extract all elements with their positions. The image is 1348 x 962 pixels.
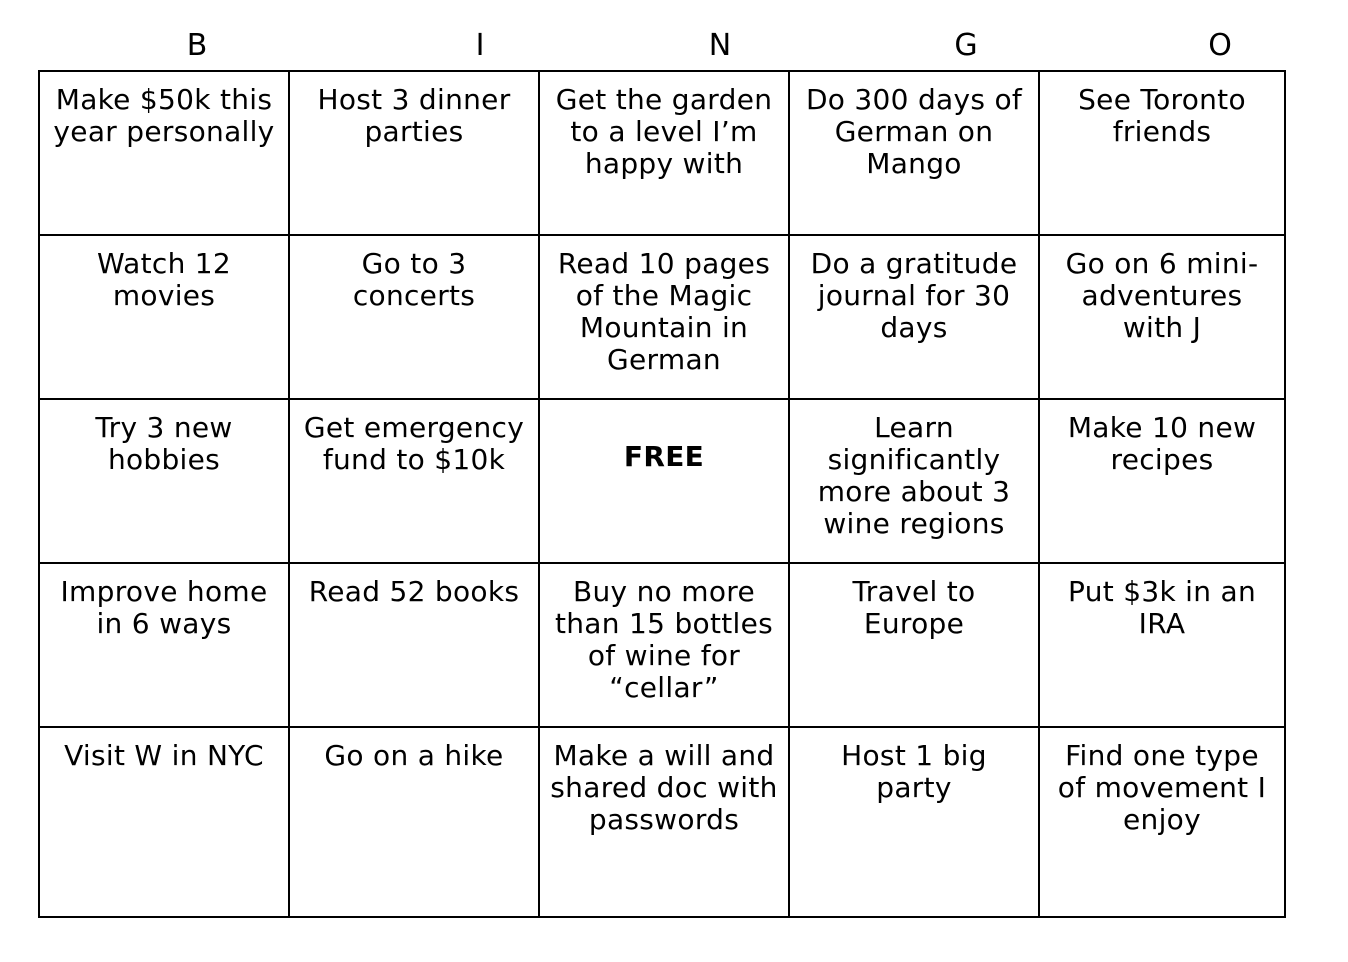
- bingo-cell: Watch 12 movies: [39, 235, 289, 399]
- bingo-cell: Travel to Europe: [789, 563, 1039, 727]
- header-letter-i: I: [475, 28, 485, 63]
- bingo-cell: Put $3k in an IRA: [1039, 563, 1285, 727]
- bingo-grid: [38, 70, 1286, 918]
- header-letter-b: B: [186, 28, 208, 63]
- bingo-cell: Go on 6 mini-adventures with J: [1039, 235, 1285, 399]
- header-letter-n: N: [708, 28, 732, 63]
- bingo-cell: Make 10 new recipes: [1039, 399, 1285, 563]
- bingo-cell: Read 10 pages of the Magic Mountain in German: [539, 235, 789, 399]
- bingo-row: [39, 399, 1285, 563]
- bingo-cell: Do a gratitude journal for 30 days: [789, 235, 1039, 399]
- bingo-cell: Buy no more than 15 bottles of wine for “cellar”: [539, 563, 789, 727]
- header-letter-g: G: [954, 28, 978, 63]
- bingo-cell: Host 3 dinner parties: [289, 71, 539, 235]
- bingo-cell: Find one type of movement I enjoy: [1039, 727, 1285, 917]
- bingo-row: [39, 71, 1285, 235]
- free-space-label: FREE: [623, 440, 705, 473]
- bingo-cell: Get the garden to a level I’m happy with: [539, 71, 789, 235]
- bingo-cell: Make a will and shared doc with passwords: [539, 727, 789, 917]
- bingo-cell: Improve home in 6 ways: [39, 563, 289, 727]
- bingo-cell: Learn significantly more about 3 wine regions: [789, 399, 1039, 563]
- bingo-cell: Host 1 big party: [789, 727, 1039, 917]
- bingo-cell: Go to 3 concerts: [289, 235, 539, 399]
- bingo-cell: Get emergency fund to $10k: [289, 399, 539, 563]
- bingo-cell: Try 3 new hobbies: [39, 399, 289, 563]
- bingo-cell: Read 52 books: [289, 563, 539, 727]
- free-space-cell: [539, 399, 789, 563]
- bingo-cell: Go on a hike: [289, 727, 539, 917]
- bingo-header: [0, 26, 1348, 66]
- bingo-row: [39, 563, 1285, 727]
- bingo-cell: Do 300 days of German on Mango: [789, 71, 1039, 235]
- bingo-cell: Make $50k this year personally: [39, 71, 289, 235]
- bingo-row: [39, 235, 1285, 399]
- header-letter-o: O: [1208, 28, 1232, 63]
- bingo-cell: Visit W in NYC: [39, 727, 289, 917]
- bingo-row: [39, 727, 1285, 917]
- bingo-cell: See Toronto friends: [1039, 71, 1285, 235]
